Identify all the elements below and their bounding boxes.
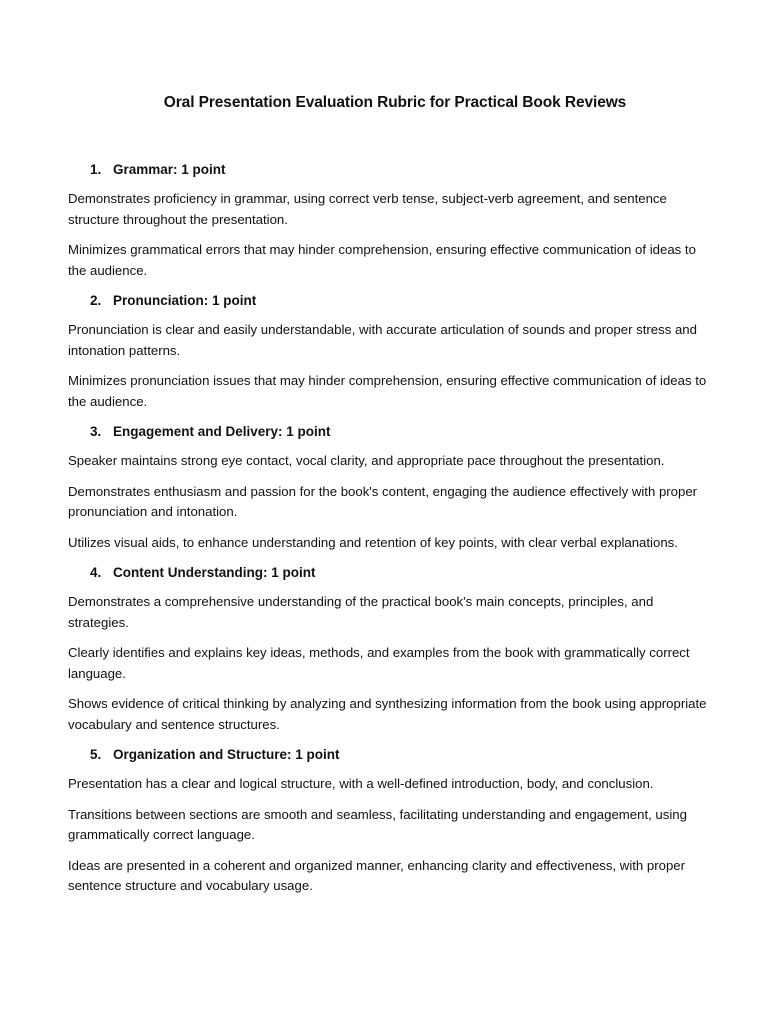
section-number: 5. <box>90 747 102 762</box>
section-number: 3. <box>90 424 102 439</box>
section-heading-text: Grammar: 1 point <box>113 162 226 177</box>
section-paragraph: Pronunciation is clear and easily understandable, with accurate articulation of sounds and proper stress and intonation patterns. <box>68 322 697 358</box>
section-paragraph: Demonstrates a comprehensive understanding of the practical book's main concepts, principles, and strategies. <box>68 594 654 630</box>
document-title: Oral Presentation Evaluation Rubric for Practical Book Reviews <box>163 94 627 111</box>
section-heading <box>90 563 708 583</box>
section-paragraph: Shows evidence of critical thinking by analyzing and synthesizing information from the book using appropriate vocabulary and sentence structures. <box>68 696 707 732</box>
section-heading <box>90 291 708 311</box>
rubric-section-organization <box>68 745 708 897</box>
rubric-section-content <box>68 563 708 735</box>
section-heading-text: Organization and Structure: 1 point <box>113 747 340 762</box>
section-heading-text: Engagement and Delivery: 1 point <box>113 424 331 439</box>
section-heading-text: Pronunciation: 1 point <box>113 293 257 308</box>
section-number: 1. <box>90 162 102 177</box>
section-paragraph: Speaker maintains strong eye contact, vocal clarity, and appropriate pace throughout the presentation. <box>68 453 665 468</box>
section-paragraph: Transitions between sections are smooth and seamless, facilitating understanding and engagement, using grammatically correct language. <box>68 806 687 842</box>
section-paragraph: Demonstrates proficiency in grammar, using correct verb tense, subject-verb agreement, and sentence structure throughout the presentation. <box>68 191 667 227</box>
section-paragraph: Presentation has a clear and logical structure, with a well-defined introduction, body, and conclusion. <box>68 776 654 791</box>
section-paragraph: Minimizes pronunciation issues that may hinder comprehension, ensuring effective communication of ideas to the audience. <box>68 373 707 409</box>
section-paragraph: Demonstrates enthusiasm and passion for the book's content, engaging the audience effectively with proper pronunciation and intonation. <box>68 483 698 519</box>
section-paragraph: Clearly identifies and explains key ideas, methods, and examples from the book with grammatically correct language. <box>68 645 690 681</box>
rubric-section-engagement <box>68 422 708 553</box>
section-paragraph: Ideas are presented in a coherent and organized manner, enhancing clarity and effectiveness, with proper sentence structure and vocabulary usage. <box>68 857 686 893</box>
section-heading-text: Content Understanding: 1 point <box>113 565 316 580</box>
section-paragraph: Utilizes visual aids, to enhance understanding and retention of key points, with clear verbal explanations. <box>68 534 678 550</box>
rubric-section-grammar <box>68 160 708 281</box>
section-heading <box>90 160 708 180</box>
section-paragraph: Minimizes grammatical errors that may hinder comprehension, ensuring effective communication of ideas to the audience. <box>68 242 696 278</box>
section-heading <box>90 745 708 765</box>
section-number: 2. <box>90 293 102 308</box>
rubric-sections <box>68 160 708 907</box>
section-number: 4. <box>90 565 102 580</box>
rubric-section-pronunciation <box>68 291 708 412</box>
section-heading <box>90 422 708 442</box>
